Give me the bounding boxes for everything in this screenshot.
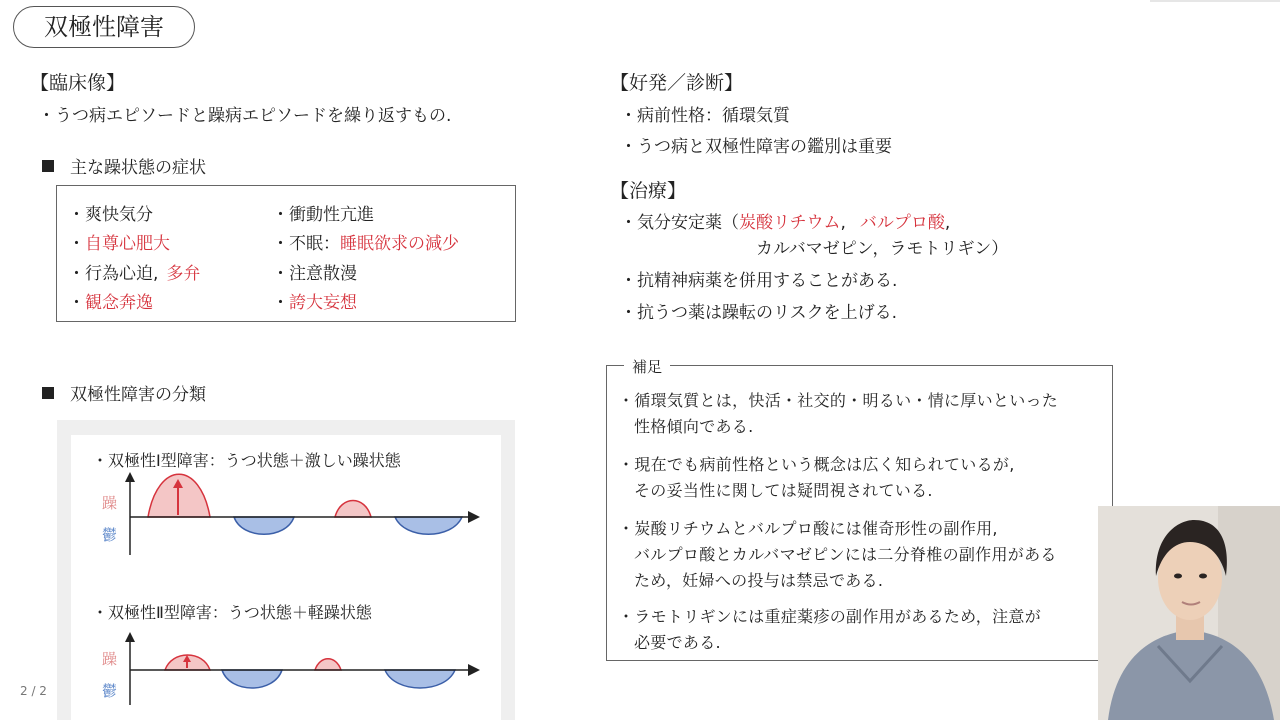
symptom-grandiose-delusion: ・誇大妄想 [272,293,357,313]
symptom-elated-mood: ・爽快気分 [68,205,153,225]
note-3-line-2: バルプロ酸とカルバマゼピンには二分脊椎の副作用がある [634,545,1057,564]
type1-mania-label: 躁 [102,494,118,512]
treatment-heading: 【治療】 [610,180,687,202]
treatment-mood-stabilizer-line2: カルバマゼピン，ラモトリギン） [756,239,1009,259]
classification-heading-text: 双極性障害の分類 [70,385,206,405]
note-2-line-1: ・現在でも病前性格という概念は広く知られているが, [618,455,1015,474]
note-1-line-1: ・循環気質とは，快活・社交的・明るい・情に厚いといった [618,391,1059,410]
note-2-line-2: その妥当性に関しては疑問視されている. [634,481,933,500]
onset-line-2: ・うつ病と双極性障害の鑑別は重要 [620,137,892,157]
clinical-line: ・うつ病エピソードと躁病エピソードを繰り返すもの. [38,106,452,126]
type2-mania-label: 躁 [102,650,118,668]
slide-title: 双極性障害 [13,6,195,48]
mood-wave-diagrams [0,0,520,720]
type2-wave [125,632,480,705]
treatment-mood-stabilizer: ・気分安定薬（炭酸リチウム, バルプロ酸, [620,213,951,233]
type2-depression-label: 鬱 [102,682,118,700]
top-divider [1150,0,1280,2]
type1-depression-label: 鬱 [102,526,118,544]
symptom-flight-of-ideas: ・観念奔逸 [68,293,153,313]
type2-label: ・双極性Ⅱ型障害：うつ状態＋軽躁状態 [92,603,372,622]
symptom-impulsivity: ・衝動性亢進 [272,205,374,225]
treatment-antipsychotic: ・抗精神病薬を併用することがある. [620,271,898,291]
note-4-line-1: ・ラモトリギンには重症薬疹の副作用があるため，注意が [618,607,1042,626]
clinical-heading: 【臨床像】 [30,72,126,94]
webcam-feed [1098,506,1280,720]
onset-line-1: ・病前性格：循環気質 [620,106,790,126]
supplement-label: 補足 [624,356,670,377]
symptom-distractibility: ・注意散漫 [272,264,357,284]
note-3-line-1: ・炭酸リチウムとバルプロ酸には催奇形性の副作用, [618,519,998,538]
onset-heading: 【好発／診断】 [610,72,744,94]
note-3-line-3: ため，妊婦への投与は禁忌である. [634,571,884,590]
symptom-grandiosity: ・自尊心肥大 [68,234,170,254]
type1-label: ・双極性Ⅰ型障害：うつ状態＋激しい躁状態 [92,451,401,470]
symptom-pressure-of-activity: ・行為心迫, 多弁 [68,264,201,284]
page-number: 2 / 2 [20,684,47,698]
symptoms-heading-text: 主な躁状態の症状 [70,158,206,178]
note-1-line-2: 性格傾向である. [634,417,754,436]
note-4-line-2: 必要である. [634,633,721,652]
type1-wave [125,472,480,555]
treatment-antidepressant: ・抗うつ薬は躁転のリスクを上げる. [620,303,898,323]
presenter-avatar [1098,506,1280,720]
symptom-insomnia: ・不眠：睡眠欲求の減少 [272,234,459,254]
